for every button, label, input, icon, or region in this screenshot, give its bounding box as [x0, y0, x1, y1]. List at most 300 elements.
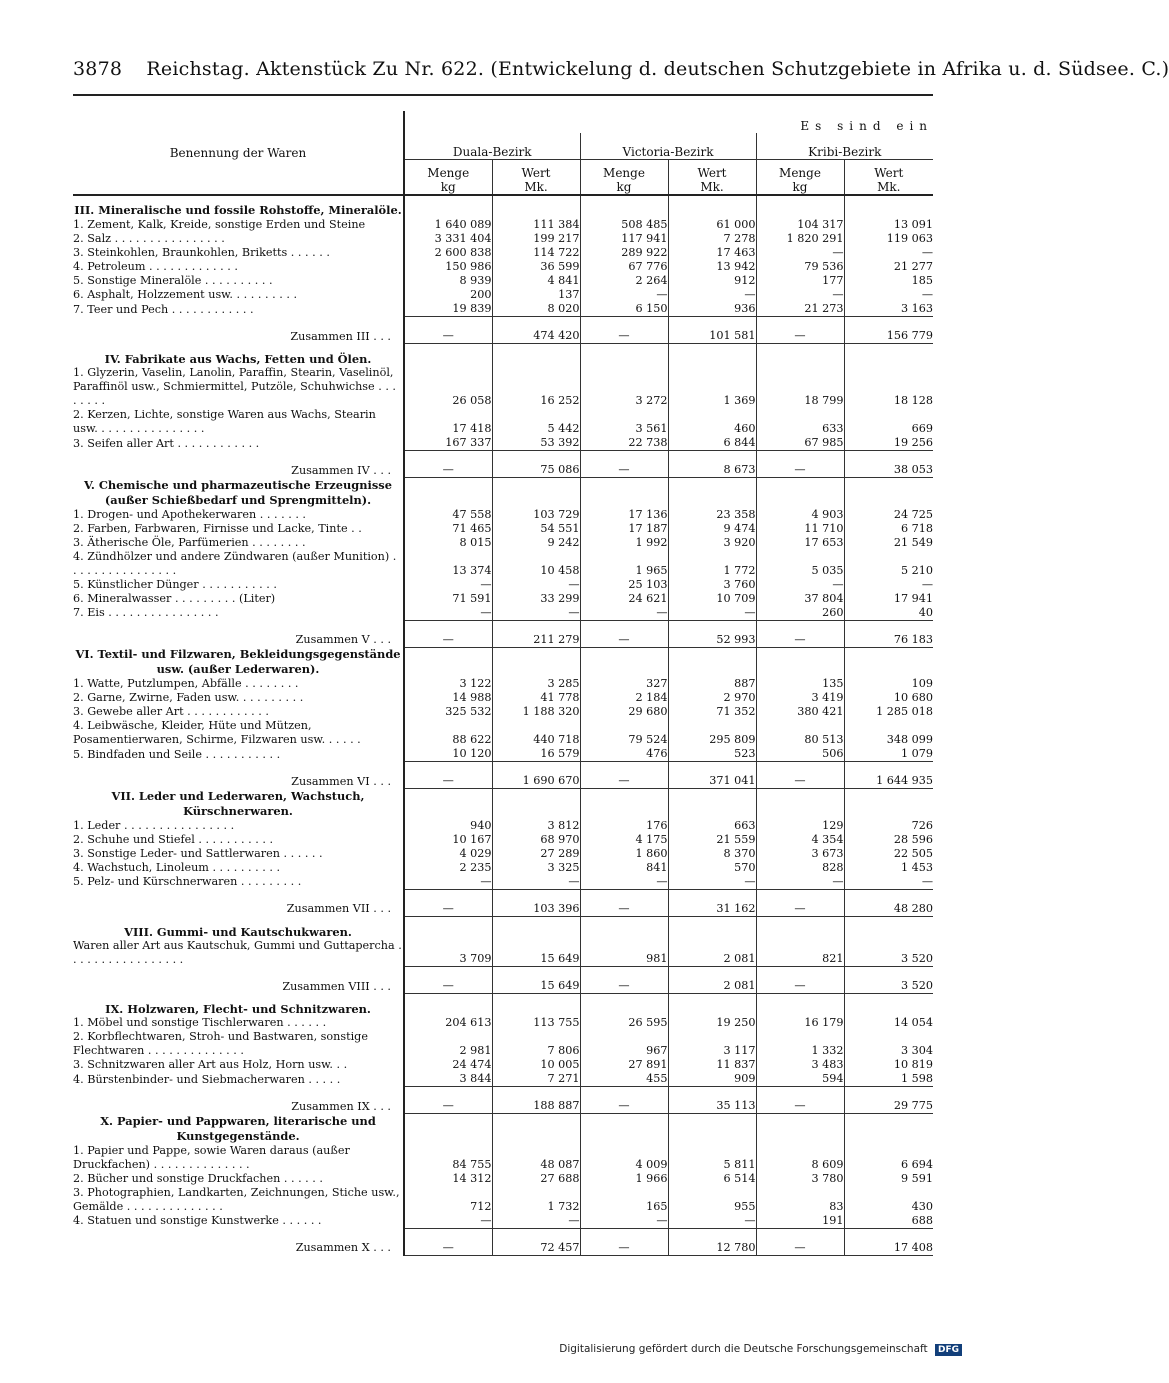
menge-cell: 4 009 [580, 1144, 668, 1172]
table-row [73, 847, 933, 861]
menge-cell: 4 903 [756, 508, 844, 522]
empty-cell [492, 1114, 580, 1144]
wert-cell: 7 806 [492, 1030, 580, 1058]
table-row [73, 833, 933, 847]
wert-cell: 10 458 [492, 550, 580, 578]
menge-cell: 150 986 [404, 260, 492, 274]
wert-header [668, 160, 756, 196]
empty-cell [404, 916, 492, 939]
item-name: 2. Korbflechtwaren, Stroh- und Bastwaren, sonstige Flechtwaren . . . . . . . . . . . . . . [73, 1030, 368, 1057]
menge-cell: 3 673 [756, 847, 844, 861]
wert-cell: — [492, 1214, 580, 1229]
wert-cell: 570 [668, 861, 756, 875]
section-header [73, 647, 933, 677]
menge-cell: 260 [756, 606, 844, 621]
item-name: 1. Möbel und sonstige Tischlerwaren . . . . . . [73, 1016, 327, 1029]
wert-cell: 688 [844, 1214, 933, 1229]
page-title: Reichstag. Aktenstück Zu Nr. 622. (Entwickelung d. deutschen Schutzgebiete in Afrika u. d. Südsee. C.) [146, 58, 1169, 80]
wert-cell: 936 [668, 302, 756, 317]
wert-cell: 21 559 [668, 833, 756, 847]
total-wert-cell: 29 775 [844, 1087, 933, 1114]
wert-cell: 17 941 [844, 592, 933, 606]
item-name: 2. Garne, Zwirne, Faden usw. . . . . . . . . . [73, 691, 304, 704]
menge-cell: 3 122 [404, 677, 492, 691]
table-row [73, 1172, 933, 1186]
empty-cell [844, 195, 933, 218]
total-menge-cell: — [580, 967, 668, 994]
item-name: 1. Drogen- und Apothekerwaren . . . . . . . [73, 507, 306, 521]
menge-cell: 2 264 [580, 274, 668, 288]
menge-cell: 13 374 [404, 550, 492, 578]
total-label: Zusammen VII . . . [286, 902, 391, 915]
total-row [73, 1087, 933, 1114]
wert-cell: — [492, 606, 580, 621]
wert-cell: 6 694 [844, 1144, 933, 1172]
empty-cell [668, 195, 756, 218]
wert-cell: 41 778 [492, 691, 580, 705]
wert-cell: 2 081 [668, 939, 756, 967]
total-wert-cell: 75 086 [492, 451, 580, 478]
group-header: Es sind ein [404, 111, 933, 133]
empty-cell [404, 478, 492, 508]
menge-unit: kg [440, 180, 456, 194]
section-header [73, 994, 933, 1017]
menge-cell: 17 187 [580, 522, 668, 536]
menge-cell: 712 [404, 1186, 492, 1214]
wert-cell: 14 054 [844, 1016, 933, 1030]
table-row [73, 1072, 933, 1087]
wert-cell: — [844, 288, 933, 302]
district-header-kribi: Kribi-Bezirk [756, 133, 933, 160]
section-title: VII. Leder und Lederwaren, Wachstuch, Kürschnerwaren. [111, 788, 365, 818]
menge-cell: 25 103 [580, 578, 668, 592]
wert-cell: — [668, 606, 756, 621]
section-title: X. Papier- und Pappwaren, literarische und Kunstgegenstände. [100, 1113, 376, 1143]
table-row [73, 550, 933, 578]
menge-label: Menge [427, 166, 470, 180]
menge-cell: 79 524 [580, 719, 668, 747]
item-name: 2. Farben, Farbwaren, Firnisse und Lacke, Tinte . . [73, 521, 362, 535]
menge-cell: 104 317 [756, 218, 844, 232]
total-wert-cell: 211 279 [492, 620, 580, 647]
menge-cell: 200 [404, 288, 492, 302]
table-row [73, 232, 933, 246]
empty-cell [756, 789, 844, 819]
section-header [73, 478, 933, 508]
menge-cell: 2 600 838 [404, 246, 492, 260]
item-name: 1. Glyzerin, Vaselin, Lanolin, Paraffin, Stearin, Vaselinöl, Paraffinöl usw., Schmiermittel, Putzöle, Schuhwichse . . . . . . . . [73, 366, 396, 407]
menge-cell: 165 [580, 1186, 668, 1214]
wert-cell: — [668, 288, 756, 302]
menge-cell: 16 179 [756, 1016, 844, 1030]
wert-cell: 460 [668, 408, 756, 436]
wert-cell: 71 352 [668, 705, 756, 719]
total-wert-cell: 3 520 [844, 967, 933, 994]
total-wert-cell: 103 396 [492, 889, 580, 916]
wert-cell: 185 [844, 274, 933, 288]
menge-cell: 24 621 [580, 592, 668, 606]
menge-cell: 3 844 [404, 1072, 492, 1087]
wert-cell: 13 091 [844, 218, 933, 232]
table-row [73, 260, 933, 274]
empty-cell [580, 1114, 668, 1144]
empty-cell [404, 994, 492, 1017]
total-menge-cell: — [580, 317, 668, 344]
wert-cell: 912 [668, 274, 756, 288]
table-row [73, 592, 933, 606]
total-label: Zusammen VIII . . . [282, 979, 391, 993]
menge-cell: 981 [580, 939, 668, 967]
empty-cell [844, 478, 933, 508]
wert-unit: Mk. [877, 180, 901, 194]
menge-cell: 11 710 [756, 522, 844, 536]
total-wert-cell: 156 779 [844, 317, 933, 344]
menge-cell: 24 474 [404, 1058, 492, 1072]
total-row [73, 967, 933, 994]
wert-cell: 7 278 [668, 232, 756, 246]
section-title: III. Mineralische und fossile Rohstoffe, Mineralöle. [74, 203, 402, 217]
wert-label: Wert [697, 166, 727, 180]
menge-cell: 327 [580, 677, 668, 691]
wert-cell: 24 725 [844, 508, 933, 522]
menge-cell: 17 418 [404, 408, 492, 436]
menge-cell: 1 965 [580, 550, 668, 578]
wert-cell: 61 000 [668, 218, 756, 232]
wert-cell: 11 837 [668, 1058, 756, 1072]
wert-unit: Mk. [700, 180, 724, 194]
menge-cell: — [580, 606, 668, 621]
total-menge-cell: — [404, 620, 492, 647]
menge-cell: 476 [580, 747, 668, 762]
total-menge-cell: — [580, 451, 668, 478]
total-wert-cell: 101 581 [668, 317, 756, 344]
menge-cell: 455 [580, 1072, 668, 1087]
table-row [73, 274, 933, 288]
total-wert-cell: 2 081 [668, 967, 756, 994]
wert-cell: 10 709 [668, 592, 756, 606]
menge-cell: 17 136 [580, 508, 668, 522]
total-menge-cell: — [404, 762, 492, 789]
menge-cell: — [404, 875, 492, 890]
menge-cell: 3 780 [756, 1172, 844, 1186]
total-label: Zusammen V . . . [295, 633, 391, 646]
item-name: 5. Künstlicher Dünger . . . . . . . . . . . [73, 577, 277, 591]
empty-cell [492, 789, 580, 819]
wert-cell: 6 844 [668, 436, 756, 451]
total-row [73, 762, 933, 789]
menge-cell: 71 591 [404, 592, 492, 606]
empty-cell [404, 195, 492, 218]
table-row [73, 677, 933, 691]
total-menge-cell: — [580, 1228, 668, 1255]
empty-cell [844, 1114, 933, 1144]
empty-cell [668, 647, 756, 677]
empty-cell [580, 478, 668, 508]
wert-cell: 1 598 [844, 1072, 933, 1087]
menge-cell: 17 653 [756, 536, 844, 550]
table-row [73, 719, 933, 747]
wert-cell: 1 453 [844, 861, 933, 875]
menge-cell: 204 613 [404, 1016, 492, 1030]
table-row [73, 1030, 933, 1058]
total-menge-cell: — [404, 1228, 492, 1255]
wert-cell: 1 188 320 [492, 705, 580, 719]
goods-label: Benennung der Waren [169, 145, 307, 160]
menge-label: Menge [603, 166, 645, 180]
wert-cell: 9 591 [844, 1172, 933, 1186]
menge-cell: 1 820 291 [756, 232, 844, 246]
menge-cell: 84 755 [404, 1144, 492, 1172]
menge-cell: 22 738 [580, 436, 668, 451]
menge-cell: — [404, 578, 492, 592]
menge-cell: 4 029 [404, 847, 492, 861]
empty-cell [492, 478, 580, 508]
total-menge-cell: — [756, 1228, 844, 1255]
menge-header [756, 160, 844, 196]
menge-cell: 967 [580, 1030, 668, 1058]
item-name: 1. Zement, Kalk, Kreide, sonstige Erden und Steine [73, 218, 366, 231]
wert-cell: 1 772 [668, 550, 756, 578]
menge-cell: 177 [756, 274, 844, 288]
total-wert-cell: 8 673 [668, 451, 756, 478]
menge-cell: 289 922 [580, 246, 668, 260]
item-name: 4. Petroleum . . . . . . . . . . . . . [73, 260, 238, 273]
wert-cell: 3 304 [844, 1030, 933, 1058]
menge-cell: 3 419 [756, 691, 844, 705]
total-menge-cell: — [756, 762, 844, 789]
menge-cell: 3 483 [756, 1058, 844, 1072]
total-wert-cell: 17 408 [844, 1228, 933, 1255]
wert-cell: 1 285 018 [844, 705, 933, 719]
wert-cell: 53 392 [492, 436, 580, 451]
total-menge-cell: — [756, 451, 844, 478]
empty-cell [756, 195, 844, 218]
total-menge-cell: — [756, 317, 844, 344]
total-menge-cell: — [404, 451, 492, 478]
item-name: 3. Gewebe aller Art . . . . . . . . . . . . [73, 705, 269, 718]
footer-text: Digitalisierung gefördert durch die Deutsche Forschungsgemeinschaft [559, 1343, 928, 1355]
menge-cell: 67 985 [756, 436, 844, 451]
wert-header [492, 160, 580, 196]
item-name: 4. Zündhölzer und andere Zündwaren (außer Munition) . . . . . . . . . . . . . . . . [73, 549, 397, 577]
table-row [73, 246, 933, 260]
wert-cell: 3 285 [492, 677, 580, 691]
table-row [73, 366, 933, 408]
empty-cell [844, 647, 933, 677]
menge-cell: 4 354 [756, 833, 844, 847]
menge-cell: 3 272 [580, 366, 668, 408]
section-title: VIII. Gummi- und Kautschukwaren. [124, 924, 352, 939]
item-name: 4. Wachstuch, Linoleum . . . . . . . . . . [73, 860, 281, 874]
empty-cell [492, 994, 580, 1017]
wert-cell: 19 256 [844, 436, 933, 451]
wert-cell: 3 117 [668, 1030, 756, 1058]
wert-cell: 348 099 [844, 719, 933, 747]
menge-cell: 176 [580, 819, 668, 833]
section-title: VI. Textil- und Filzwaren, Bekleidungsgegenstände usw. (außer Lederwaren). [75, 647, 401, 676]
total-wert-cell: 52 993 [668, 620, 756, 647]
wert-cell: 2 970 [668, 691, 756, 705]
menge-cell: 821 [756, 939, 844, 967]
total-menge-cell: — [756, 620, 844, 647]
wert-cell: 36 599 [492, 260, 580, 274]
menge-cell: 828 [756, 861, 844, 875]
menge-cell: — [580, 875, 668, 890]
item-name: 1. Leder . . . . . . . . . . . . . . . . [73, 818, 235, 832]
wert-cell: — [668, 1214, 756, 1229]
menge-cell: 80 513 [756, 719, 844, 747]
table-row [73, 606, 933, 621]
menge-cell: 1 332 [756, 1030, 844, 1058]
menge-cell: 940 [404, 819, 492, 833]
item-name: 5. Pelz- und Kürschnerwaren . . . . . . . . . [73, 875, 302, 888]
total-row [73, 1228, 933, 1255]
wert-cell: 28 596 [844, 833, 933, 847]
menge-cell: 71 465 [404, 522, 492, 536]
total-label: Zusammen III . . . [290, 329, 391, 343]
empty-cell [580, 916, 668, 939]
menge-cell: 37 804 [756, 592, 844, 606]
table-row [73, 875, 933, 890]
menge-cell: 129 [756, 819, 844, 833]
empty-cell [668, 994, 756, 1017]
empty-cell [404, 1114, 492, 1144]
menge-cell: 26 058 [404, 366, 492, 408]
wert-cell: 9 474 [668, 522, 756, 536]
table-row [73, 508, 933, 522]
menge-cell: 8 015 [404, 536, 492, 550]
menge-cell: 79 536 [756, 260, 844, 274]
empty-cell [668, 789, 756, 819]
section-header [73, 789, 933, 819]
empty-cell [580, 647, 668, 677]
wert-cell: 1 079 [844, 747, 933, 762]
item-name: 2. Kerzen, Lichte, sonstige Waren aus Wachs, Stearin usw. . . . . . . . . . . . . . . . [73, 408, 376, 435]
item-name: 2. Bücher und sonstige Druckfachen . . . . . . [73, 1171, 323, 1185]
section-header [73, 344, 933, 367]
section-title: IX. Holzwaren, Flecht- und Schnitzwaren. [105, 1002, 371, 1016]
goods-table [73, 111, 933, 1256]
wert-cell: 10 819 [844, 1058, 933, 1072]
total-row [73, 889, 933, 916]
total-wert-cell: 35 113 [668, 1087, 756, 1114]
menge-cell: — [580, 1214, 668, 1229]
menge-unit: kg [616, 180, 632, 194]
wert-cell: 111 384 [492, 218, 580, 232]
wert-cell: 1 369 [668, 366, 756, 408]
wert-unit: Mk. [524, 180, 548, 194]
total-wert-cell: 474 420 [492, 317, 580, 344]
total-wert-cell: 31 162 [668, 889, 756, 916]
wert-cell: 4 841 [492, 274, 580, 288]
total-menge-cell: — [580, 889, 668, 916]
wert-cell: 726 [844, 819, 933, 833]
total-row [73, 317, 933, 344]
wert-cell: 33 299 [492, 592, 580, 606]
wert-cell: 137 [492, 288, 580, 302]
empty-cell [404, 647, 492, 677]
wert-cell: 22 505 [844, 847, 933, 861]
total-label: Zusammen X . . . [295, 1241, 391, 1254]
table-row [73, 536, 933, 550]
menge-cell: 3 331 404 [404, 232, 492, 246]
wert-cell: 19 250 [668, 1016, 756, 1030]
wert-cell: 23 358 [668, 508, 756, 522]
wert-cell: 27 688 [492, 1172, 580, 1186]
wert-cell: 119 063 [844, 232, 933, 246]
wert-cell: 8 020 [492, 302, 580, 317]
empty-cell [668, 916, 756, 939]
menge-cell: 380 421 [756, 705, 844, 719]
wert-header [844, 160, 933, 196]
wert-cell: 10 680 [844, 691, 933, 705]
empty-cell [492, 647, 580, 677]
menge-cell: 10 120 [404, 747, 492, 762]
empty-cell [492, 916, 580, 939]
wert-cell: 3 920 [668, 536, 756, 550]
wert-label: Wert [874, 166, 904, 180]
total-wert-cell: 15 649 [492, 967, 580, 994]
empty-cell [668, 478, 756, 508]
section-header [73, 916, 933, 939]
menge-cell: 67 776 [580, 260, 668, 274]
wert-cell: 109 [844, 677, 933, 691]
total-menge-cell: — [404, 889, 492, 916]
table-row [73, 1214, 933, 1229]
wert-cell: 3 812 [492, 819, 580, 833]
menge-cell: 117 941 [580, 232, 668, 246]
item-name: 7. Teer und Pech . . . . . . . . . . . . [73, 302, 254, 316]
menge-cell: 841 [580, 861, 668, 875]
wert-cell: 430 [844, 1186, 933, 1214]
empty-cell [580, 994, 668, 1017]
wert-cell: — [844, 875, 933, 890]
menge-cell: 3 709 [404, 939, 492, 967]
menge-cell: 1 860 [580, 847, 668, 861]
item-name: 5. Sonstige Mineralöle . . . . . . . . . . [73, 274, 273, 287]
menge-cell: 83 [756, 1186, 844, 1214]
menge-cell: 1 992 [580, 536, 668, 550]
menge-cell: 47 558 [404, 508, 492, 522]
empty-cell [756, 994, 844, 1017]
menge-cell: 167 337 [404, 436, 492, 451]
wert-cell: 103 729 [492, 508, 580, 522]
table-row [73, 747, 933, 762]
item-name: 1. Watte, Putzlumpen, Abfälle . . . . . . . . [73, 677, 299, 690]
item-name: 4. Statuen und sonstige Kunstwerke . . . . . . [73, 1214, 322, 1227]
table-row [73, 578, 933, 592]
empty-cell [580, 195, 668, 218]
empty-cell [580, 789, 668, 819]
wert-cell: 48 087 [492, 1144, 580, 1172]
empty-cell [756, 647, 844, 677]
wert-cell: 9 242 [492, 536, 580, 550]
wert-cell: 955 [668, 1186, 756, 1214]
menge-cell: 1 640 089 [404, 218, 492, 232]
menge-cell: 8 939 [404, 274, 492, 288]
empty-cell [756, 1114, 844, 1144]
table-row [73, 705, 933, 719]
table-row [73, 408, 933, 436]
item-name: 6. Asphalt, Holzzement usw. . . . . . . . . . [73, 288, 297, 301]
item-name: 4. Leibwäsche, Kleider, Hüte und Mützen, Posamentierwaren, Schirme, Filzwaren usw. . . . . . [73, 719, 361, 746]
total-label: Zusammen VI . . . [291, 774, 391, 788]
wert-cell: 887 [668, 677, 756, 691]
total-menge-cell: — [404, 317, 492, 344]
wert-cell: — [844, 246, 933, 260]
wert-cell: 3 163 [844, 302, 933, 317]
menge-cell: 506 [756, 747, 844, 762]
